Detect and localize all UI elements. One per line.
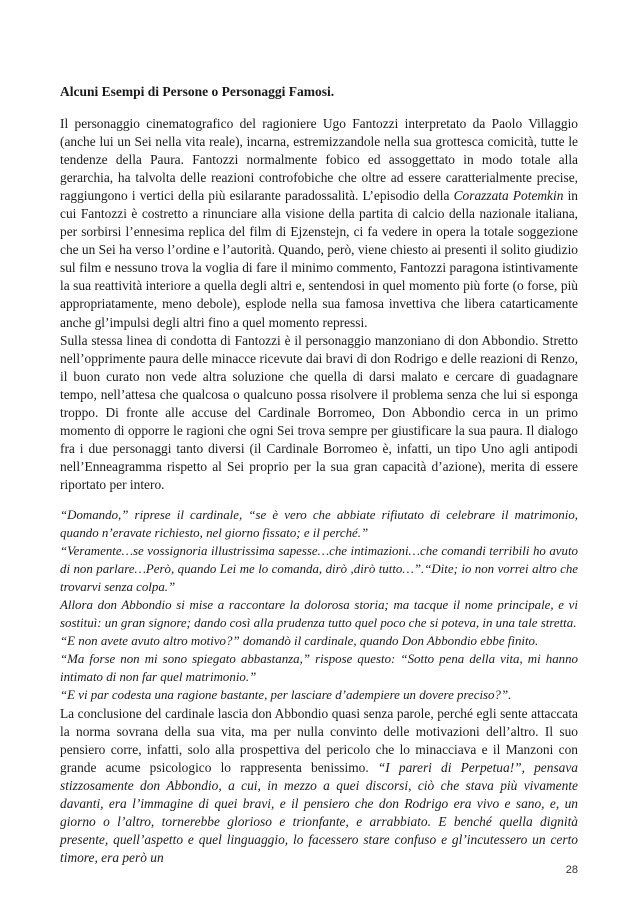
quote-line: “E non avete avuto altro motivo?” domandò il cardinale, quando Don Abbondio ebbe finito. — [60, 634, 539, 649]
quote-line: “E vi par codesta una ragione bastante, per lasciare d’adempiere un dovere preciso?”. — [60, 688, 512, 703]
paragraph-fantozzi — [60, 115, 578, 332]
paragraph-conclusion-quote: “I pareri di Perpetua!”, pensava stizzosamente don Abbondio, a cui, in mezzo a quei discorsi, ciò che stava più vivamente davanti, era l’immagine di quei bravi, e il pensiero che don Rodrigo era vivo e sano, e, un giorno o l’altro, tornerebbe glorioso e trionfante, e arrabbiato. E benché quella dignità presente, quell’aspetto e quel linguaggio, lo facessero stare confuso e gl’incutessero un certo timore, era però un — [60, 759, 578, 865]
page-content — [60, 83, 578, 867]
paragraph-conclusion — [60, 705, 578, 867]
paragraph-conclusion-text: La conclusione del cardinale lascia don Abbondio quasi senza parole, perché egli sente attaccata la norma sovrana della sua vita, ma per nulla convinto delle motivazioni dell’altro. Il suo pensiero corre, infatti, solo alla prospettiva del pericolo che lo minacciava e il Manzoni con grande acume psicologico lo rappresenta benissimo. — [60, 705, 578, 775]
paragraph-fantozzi-text-2: in cui Fantozzi è costretto a rinunciare alla visione della partita di calcio della nazionale italiana, per sorbirsi l’ennesima replica del film di Ejzenstejn, ci fa vedere in opera la totale soggezione che un Sei ha verso l’ordine e l’autorità. Quando, però, viene chiesto ai presenti il solito giudizio sul film e nessuno trova la voglia di fare il minimo commento, Fantozzi paragona istintivamente la sua reattività interiore a quella degli altri e, sentendosi in quel momento più forte (o forse, più appropriatamente, meno debole), esplode nella sua famosa invettiva che libera catarticamente anche gl’impulsi degli altri fino a quel momento repressi. — [60, 188, 579, 330]
page-number: 28 — [565, 864, 578, 876]
film-title: Corazzata Potemkin — [453, 188, 564, 204]
paragraph-fantozzi-text-1: Il personaggio cinematografico del ragioniere Ugo Fantozzi interpretato da Paolo Villaggio (anche lui un Sei nella vita reale), incarna, estremizzandole nella sua grottesca comicità, tutte le tendenze della Paura. Fantozzi normalmente fobico ed assoggettato in modo totale alla gerarchia, ha talvolta delle reazioni controfobiche che oltre ad essere caratterialmente precise, raggiungono i vertici della più esilarante paradossalità. L’episodio della — [60, 116, 578, 204]
quote-line: “Domando,” riprese il cardinale, “se è vero che abbiate rifiutato di celebrare il matrimonio, quando n’eravate richiesto, nel giorno fissato; e il perché.” — [60, 507, 578, 541]
section-heading: Alcuni Esempi di Persone o Personaggi Famosi. — [60, 84, 335, 99]
quote-line: Allora don Abbondio si mise a raccontare la dolorosa storia; ma tacque il nome principale, e vi sostituì: un gran signore; dando così alla prudenza tutto quel poco che si poteva, in una tale stretta. — [60, 598, 578, 631]
quote-line: “Ma forse non mi sono spiegato abbastanza,” rispose questo: “Sotto pena della vita, mi hanno intimato di non far quel matrimonio.” — [60, 652, 578, 685]
dialogue-quote — [60, 506, 578, 705]
paragraph-don-abbondio: Sulla stessa linea di condotta di Fantozzi è il personaggio manzoniano di don Abbondio. Stretto nell’opprimente paura delle minacce ricevute dai bravi di don Rodrigo e delle reazioni di Renzo, il buon curato non vede altra soluzione che quella di darsi malato e cercare di guadagnare tempo, nell’attesa che qualcosa o qualcuno possa risolvere il problema senza che lui si esponga troppo. Di fronte alle accuse del Cardinale Borromeo, Don Abbondio cerca in un primo momento di opporre le ragioni che ogni Sei trova sempre per giustificare la sua paura. Il dialogo fra i due personaggi tanto diversi (il Cardinale Borromeo è, infatti, un tipo Uno agli antipodi nell’Enneagramma rispetto al Sei proprio per la sua gran capacità d’azione), merita di essere riportato per intero. — [60, 332, 578, 492]
quote-line: “Veramente…se vossignoria illustrissima sapesse…che intimazioni…che comandi terribili ho avuto di non parlare…Però, quando Lei me lo comanda, dirò ,dirò tutto…”.“Dite; io non vorrei altro che trovarvi senza colpa.” — [60, 544, 578, 595]
